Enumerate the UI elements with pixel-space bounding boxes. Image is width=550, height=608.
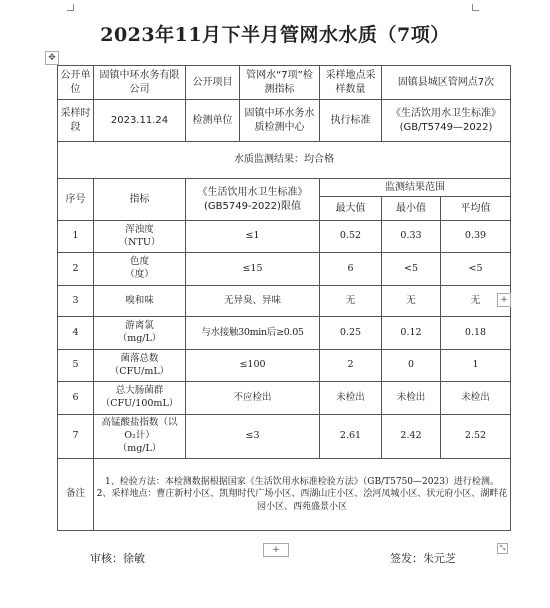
result-summary: 水质监测结果：均合格 [58, 142, 511, 179]
row-min: 未检出 [382, 382, 441, 415]
row-avg: 未检出 [441, 382, 511, 415]
col-header-min: 最小值 [382, 197, 441, 221]
site-label: 采样地点采样数量 [320, 66, 382, 100]
margin-corner-mark [67, 4, 74, 11]
table-row [58, 253, 511, 286]
indicator-unit: （NTU） [118, 236, 161, 248]
standard-label: 执行标准 [320, 100, 382, 142]
row-no: 4 [58, 317, 94, 350]
table-row [58, 415, 511, 459]
indicator-name: 高锰酸盐指数（以 O₂计） [101, 417, 178, 442]
col-header-no: 序号 [58, 179, 94, 221]
row-max: 6 [320, 253, 382, 286]
indicator-unit: （mg/L） [117, 442, 162, 454]
row-min: 2.42 [382, 415, 441, 459]
col-header-limit: 《生活饮用水卫生标准》(GB5749-2022)限值 [186, 179, 320, 221]
row-indicator: 嗅和味 [94, 286, 186, 317]
row-no: 6 [58, 382, 94, 415]
row-indicator [94, 415, 186, 459]
row-max: 0.52 [320, 221, 382, 253]
row-min: 0 [382, 350, 441, 382]
header-row-time [58, 100, 511, 142]
indicator-unit: （mg/L） [117, 333, 162, 344]
site-value: 固镇县城区管网点7次 [382, 66, 511, 100]
col-header-avg: 平均值 [441, 197, 511, 221]
col-header-max: 最大值 [320, 197, 382, 221]
table-row [58, 350, 511, 382]
row-limit: ≤1 [186, 221, 320, 253]
row-indicator [94, 253, 186, 286]
row-limit: 与水接触30min后≥0.05 [186, 317, 320, 350]
table-move-handle[interactable]: ✥ [45, 51, 59, 65]
row-no: 1 [58, 221, 94, 253]
add-row-button[interactable]: + [263, 543, 289, 557]
row-min: 无 [382, 286, 441, 317]
row-avg: 2.52 [441, 415, 511, 459]
item-label: 公开项目 [186, 66, 240, 100]
row-limit: ≤3 [186, 415, 320, 459]
row-no: 2 [58, 253, 94, 286]
indicator-unit: （度） [125, 269, 154, 280]
table-row [58, 221, 511, 253]
indicator-name: 浑浊度 [125, 223, 154, 235]
row-max: 未检出 [320, 382, 382, 415]
lab-label: 检测单位 [186, 100, 240, 142]
table-row [58, 286, 511, 317]
row-indicator [94, 350, 186, 382]
indicator-name: 游离氯 [125, 320, 154, 332]
reviewer-signature: 审核：徐敏 [90, 552, 145, 565]
notes-content [94, 459, 511, 531]
row-max: 2 [320, 350, 382, 382]
row-max: 0.25 [320, 317, 382, 350]
row-avg: 1 [441, 350, 511, 382]
water-quality-table [57, 65, 511, 531]
add-column-button[interactable]: + [497, 293, 511, 307]
row-limit: ≤100 [186, 350, 320, 382]
row-limit: ≤15 [186, 253, 320, 286]
indicator-unit: （CFU/100mL） [100, 398, 179, 409]
time-value: 2023.11.24 [94, 100, 186, 142]
indicator-name: 菌落总数 [120, 352, 159, 364]
col-header-indicator: 指标 [94, 179, 186, 221]
row-avg: 0.39 [441, 221, 511, 253]
row-min: <5 [382, 253, 441, 286]
header-row-publisher [58, 66, 511, 100]
row-indicator [94, 221, 186, 253]
item-value: 管网水“7项”检测指标 [240, 66, 320, 100]
notes-row [58, 459, 511, 531]
row-min: 0.12 [382, 317, 441, 350]
table-resize-handle[interactable]: ⤡ [497, 543, 508, 554]
note-item: 2、采样地点：曹庄新村小区、凯翔时代广场小区、西湖山庄小区、浍河凤城小区、状元府小区、湖畔花园小区、西苑盛景小区 [96, 489, 508, 512]
row-no: 5 [58, 350, 94, 382]
table-row [58, 317, 511, 350]
note-item: 1、检验方法：本检测数据根据国家《生活饮用水标准检验方法》（GB/T5750—2023）进行检测。 [105, 477, 499, 488]
indicator-name: 总大肠菌群 [115, 385, 164, 397]
row-avg: 无 [441, 286, 511, 317]
indicator-unit: （CFU/mL） [109, 365, 170, 377]
issuer-signature: 签发：朱元芝 [390, 552, 456, 565]
row-no: 7 [58, 415, 94, 459]
row-min: 0.33 [382, 221, 441, 253]
result-summary-row [58, 142, 511, 179]
notes-label: 备注 [58, 459, 94, 531]
row-indicator [94, 317, 186, 350]
row-limit: 不应检出 [186, 382, 320, 415]
lab-value: 固镇中环水务水质检测中心 [240, 100, 320, 142]
column-header-row [58, 179, 511, 197]
page-title: 2023年11月下半月管网水水质（7项） [100, 24, 450, 46]
row-indicator [94, 382, 186, 415]
row-no: 3 [58, 286, 94, 317]
col-header-range: 监测结果范围 [320, 179, 511, 197]
row-avg: 0.18 [441, 317, 511, 350]
table-row [58, 382, 511, 415]
row-avg: <5 [441, 253, 511, 286]
publisher-label: 公开单位 [58, 66, 94, 100]
row-max: 无 [320, 286, 382, 317]
row-max: 2.61 [320, 415, 382, 459]
row-limit: 无异臭、异味 [186, 286, 320, 317]
time-label: 采样时段 [58, 100, 94, 142]
standard-value: 《生活饮用水卫生标准》(GB/T5749—2022) [382, 100, 511, 142]
publisher-value: 固镇中环水务有限公司 [94, 66, 186, 100]
indicator-name: 色度 [129, 256, 149, 268]
margin-corner-mark [472, 4, 479, 11]
